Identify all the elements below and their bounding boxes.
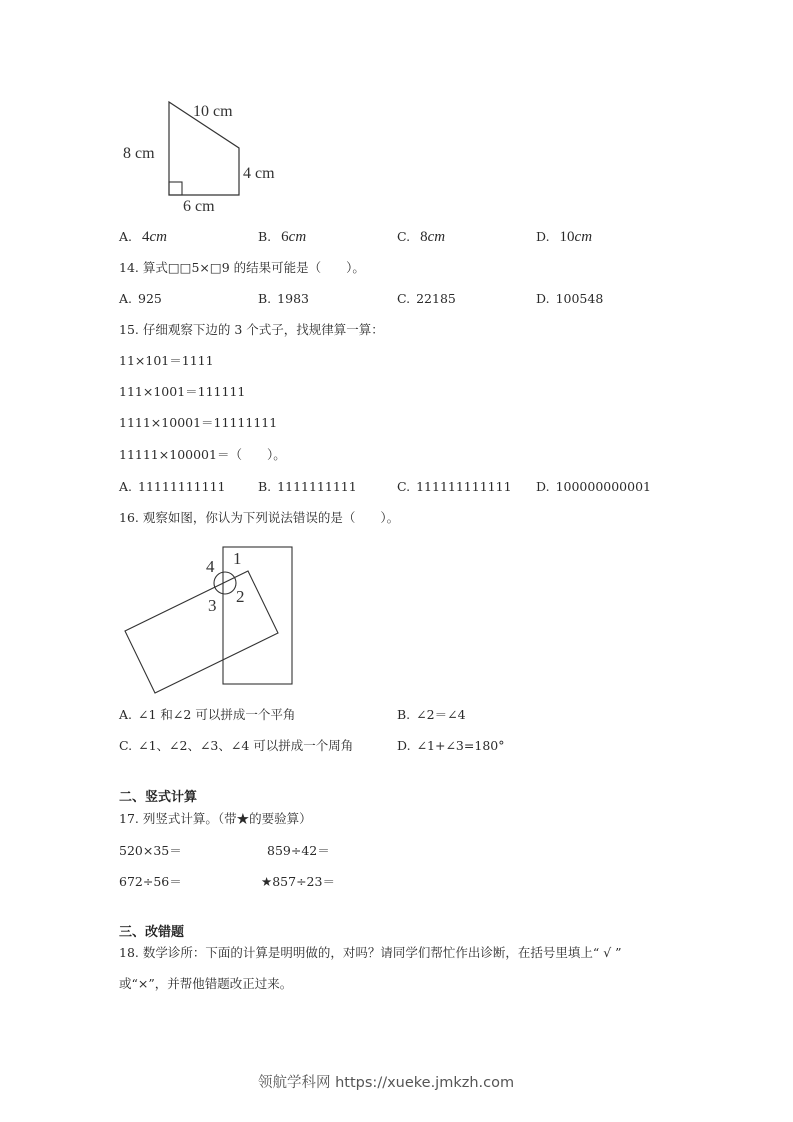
q18-line-2: 或“×”，并帮他错题改正过来。 xyxy=(119,976,293,991)
option-value: 6 xyxy=(281,229,289,245)
option-letter: A. xyxy=(119,707,133,722)
option-value: ∠1 和∠2 可以拼成一个平角 xyxy=(138,707,296,722)
option-letter: D. xyxy=(536,291,550,306)
q14-stem: 14. 算式□□5×□9 的结果可能是（ ）。 xyxy=(119,260,365,275)
q15-equation-4: 11111×100001＝（ ）。 xyxy=(119,447,286,462)
option-value: 1983 xyxy=(277,291,309,306)
option-unit: cm xyxy=(149,229,167,245)
option-value: ∠2＝∠4 xyxy=(416,707,466,722)
option-value: 100000000001 xyxy=(555,479,651,494)
option-letter: B. xyxy=(258,479,272,494)
option-value: ∠1、∠2、∠3、∠4 可以拼成一个周角 xyxy=(138,738,354,753)
q15-stem: 15. 仔细观察下边的 3 个式子，找规律算一算： xyxy=(119,322,384,337)
q17-stem: 17. 列竖式计算。（带★的要验算） xyxy=(119,811,312,826)
option-letter: B. xyxy=(258,291,272,306)
q17-problem-4: ★857÷23＝ xyxy=(261,874,335,889)
label-slant-side: 10 cm xyxy=(193,103,233,120)
option-letter: C. xyxy=(397,479,411,494)
option-letter: C. xyxy=(119,738,133,753)
q15-equation-2: 111×1001＝111111 xyxy=(119,384,246,399)
option-letter: A. xyxy=(119,479,133,494)
option-letter: A. xyxy=(119,291,133,306)
option-unit: cm xyxy=(427,229,446,245)
q15-equation-3: 1111×10001＝11111111 xyxy=(119,415,278,430)
option-letter: D. xyxy=(536,479,550,494)
option-value: 1111111111 xyxy=(277,479,357,494)
angle-label-3: 3 xyxy=(208,596,217,615)
section-heading-vertical-calculation: 二、竖式计算 xyxy=(119,790,198,805)
q16-option-d[interactable] xyxy=(397,738,504,754)
option-letter: C. xyxy=(397,291,411,306)
label-left-side: 8 cm xyxy=(123,145,155,162)
option-value: 22185 xyxy=(416,291,456,306)
angle-label-1: 1 xyxy=(233,549,242,568)
option-letter: B. xyxy=(397,707,411,722)
option-value: 111111111111 xyxy=(416,479,512,494)
option-value: 10 xyxy=(559,229,575,245)
option-value: 100548 xyxy=(555,291,604,306)
label-bottom-side: 6 cm xyxy=(183,198,215,215)
q17-problem-3: 672÷56＝ xyxy=(119,874,182,889)
option-value: ∠1+∠3=180° xyxy=(416,738,505,753)
angle-label-4: 4 xyxy=(206,557,215,576)
option-unit: cm xyxy=(288,229,307,245)
q17-problem-1: 520×35＝ xyxy=(119,843,182,858)
option-value: 11111111111 xyxy=(138,479,226,494)
option-value: 4 xyxy=(142,229,150,245)
option-value: 925 xyxy=(138,291,162,306)
label-right-side: 4 cm xyxy=(243,165,275,182)
option-unit: cm xyxy=(574,229,593,245)
option-letter: B. xyxy=(258,229,272,244)
q17-problem-2: 859÷42＝ xyxy=(267,843,330,858)
q15-equation-1: 11×101＝1111 xyxy=(119,353,214,368)
option-letter: A. xyxy=(119,229,133,244)
option-letter: D. xyxy=(397,738,411,753)
q16-option-b[interactable] xyxy=(397,707,466,723)
section-heading-error-correction: 三、改错题 xyxy=(119,925,185,940)
option-letter: C. xyxy=(397,229,411,244)
q16-option-a[interactable] xyxy=(119,707,295,723)
q18-line-1: 18. 数学诊所：下面的计算是明明做的，对吗？请同学们帮忙作出诊断，在括号里填上“ √ ” xyxy=(119,945,622,960)
option-value: 8 xyxy=(420,229,428,245)
option-letter: D. xyxy=(536,229,550,244)
angle-label-2: 2 xyxy=(236,587,245,606)
q16-stem: 16. 观察如图，你认为下列说法错误的是（ ）。 xyxy=(119,510,400,525)
footer-watermark: 领航学科网 https://xueke.jmkzh.com xyxy=(258,1075,515,1091)
q16-option-c[interactable] xyxy=(119,738,353,754)
